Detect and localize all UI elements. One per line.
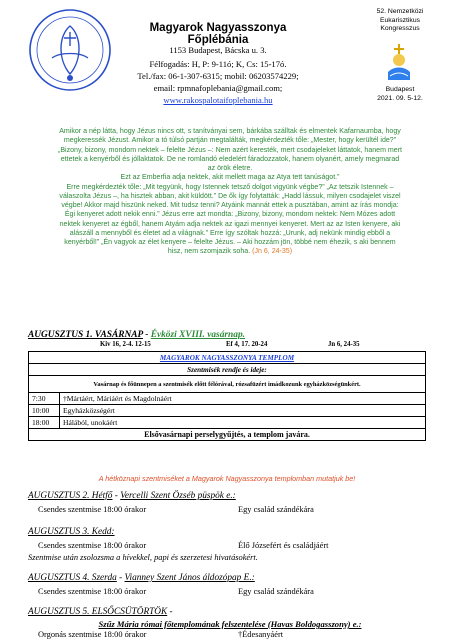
mass-intention: Hálából, unokáért [60, 417, 426, 429]
gospel-text [58, 127, 402, 257]
mass-schedule-table [28, 351, 426, 441]
congress-date [352, 86, 448, 103]
congress-line-2: Eukarisztikus [379, 16, 421, 24]
table-row [29, 376, 426, 393]
email-line: email: rpmnafoplebania@gmail.com; [153, 83, 283, 93]
sunday-title: AUGUSZTUS 1. VASÁRNAP [28, 330, 143, 340]
website-link[interactable]: www.rakospalotaifoplebania.hu [163, 95, 273, 105]
gospel-paragraph: Ezt az Emberfia adja nektek, akit mellett maga az Atya tett tanúságot.” [120, 174, 340, 182]
day-heading-monday: AUGUSZTUS 2. Hétfő - Vercelli Szent Özséb püspök e.: [28, 491, 236, 501]
parish-logo [28, 8, 112, 92]
congress-logo [384, 42, 414, 82]
weekday-notice: A hétköznapi szentmiséket a Magyarok Nagyasszonya templomban mutatjuk be! [98, 474, 356, 483]
day-heading-wednesday: AUGUSZTUS 4. Szerda - Vianney Szent János áldozópap E.: [28, 573, 255, 583]
gospel-paragraph: Erre megkérdezték tőle: „Mit tegyünk, hogy Istennek tetsző dolgot vigyünk végbe?” „Az tetszik Istennek – válaszolta Jézus –, ha hisztek abban, akit küldött.” De ők így folytatták: „Hadd lássuk, milyen csodajelet viszel végbe! Akkor majd hiszünk neked. Mit tudsz tenni? Atyáink mannát ettek a pusztában, amint az írás mondja: [59, 183, 401, 209]
table-row [29, 393, 426, 405]
table-row [29, 352, 426, 364]
table-row [29, 405, 426, 417]
gospel-paragraph: Amikor a nép látta, hogy Jézus nincs ott, s tanítványai sem, bárkába szálltak és elmentek Kafarnaumba, hogy megkeressék Jézust. Amikor a tó túlsó partján megtalálták, megkérdezték tőle: „Mester, hogy kerültél ide?” „Bizony, bizony, mondom nektek – felelte Jézus –: Nem azért keresték, mert csodajeleket láttatok, hanem mert ettetek a kenyérből és jóllaktatok. De ne romlandó eledelért fáradozzatok, hanem olyanért, amely megmarad az örök életre. [58, 128, 403, 172]
table-row [29, 364, 426, 376]
mass-time: 7:30 [29, 393, 60, 405]
sunday-heading: AUGUSZTUS 1. VASÁRNAP - Évközi XVIII. vasárnap. [28, 330, 245, 340]
rosary-note: Vasárnap és főünnepen a szentmisék előtt félórával, rózsafüzért imádkozunk egyházközségünkért. [29, 376, 426, 393]
collection-note: Elsővasárnapi perselygyűjtés, a templom javára. [29, 429, 426, 441]
day-heading-thursday: AUGUSZTUS 5. ELSŐCSÜTÖRTÖK - [28, 607, 173, 617]
gospel-reference: (Jn 6, 24-35) [252, 248, 293, 256]
gospel-paragraph: Égi kenyeret adott nekik enni.” Jézus erre azt mondta: „Bizony, bizony, mondom nektek: Nem Mózes adott nektek kenyeret az égből, hanem Atyám adja nektek az igazi mennyei kenyeret. Mert az az Isten kenyere, aki alászáll a mennyből és életet ad a világnak.” Erre így szóltak hozzá: „Urunk, adj nekünk mindig ebből a kenyérből!” „Én vagyok az élet kenyere – felelte Jézus. – Aki hozzám jön, többé nem éhezik, s aki bennem hisz, nem szomjazik soha. (Jn 6, 24-35) [59, 211, 401, 256]
mass-time: 18:00 [29, 417, 60, 429]
congress-line-1: 52. Nemzetközi [376, 8, 424, 15]
table-row [29, 429, 426, 441]
reading-2: Ef 4, 17. 20-24 [226, 341, 268, 348]
mass-intention: †Mártáért, Máriáért és Magdolnáért [60, 393, 426, 405]
thursday-feast: Szűz Mária római főtemplomának felszentelése (Havas Boldogasszony) e.: [98, 619, 362, 629]
parish-address: 1153 Budapest, Bácska u. 3. [169, 45, 267, 55]
phone-line: Tel./fax: 06-1-307-6315; mobil: 06203574229; [137, 71, 299, 81]
tuesday-note: Szentmise után zsolozsma a hívekkel, papi és szerzetesi hivatásokért. [28, 553, 258, 562]
reception-hours: Félfogadás: H, P: 9-11ó; K, Cs: 15-17ó. [149, 59, 287, 69]
church-name: MAGYAROK NAGYASSZONYA TEMPLOM [29, 352, 426, 364]
parish-title: Magyarok Nagyasszonya Főplébánia [149, 22, 287, 46]
table-row [29, 417, 426, 429]
mass-intention: Egyházközségért [60, 405, 426, 417]
schedule-title: Szentmisék rendje és ideje: [29, 364, 426, 376]
congress-line-3: Kongresszus [380, 25, 420, 32]
reading-3: Jn 6, 24-35 [328, 341, 360, 348]
mass-time: 10:00 [29, 405, 60, 417]
congress-title [352, 8, 448, 34]
congress-city: Budapest [385, 86, 415, 93]
reading-1: Kiv 16, 2-4. 12-15 [100, 341, 151, 348]
day-heading-tuesday: AUGUSZTUS 3. Kedd: [28, 527, 115, 537]
congress-dates: 2021. 09. 5-12. [377, 94, 423, 102]
sunday-subtitle: Évközi XVIII. vasárnap. [150, 330, 245, 340]
